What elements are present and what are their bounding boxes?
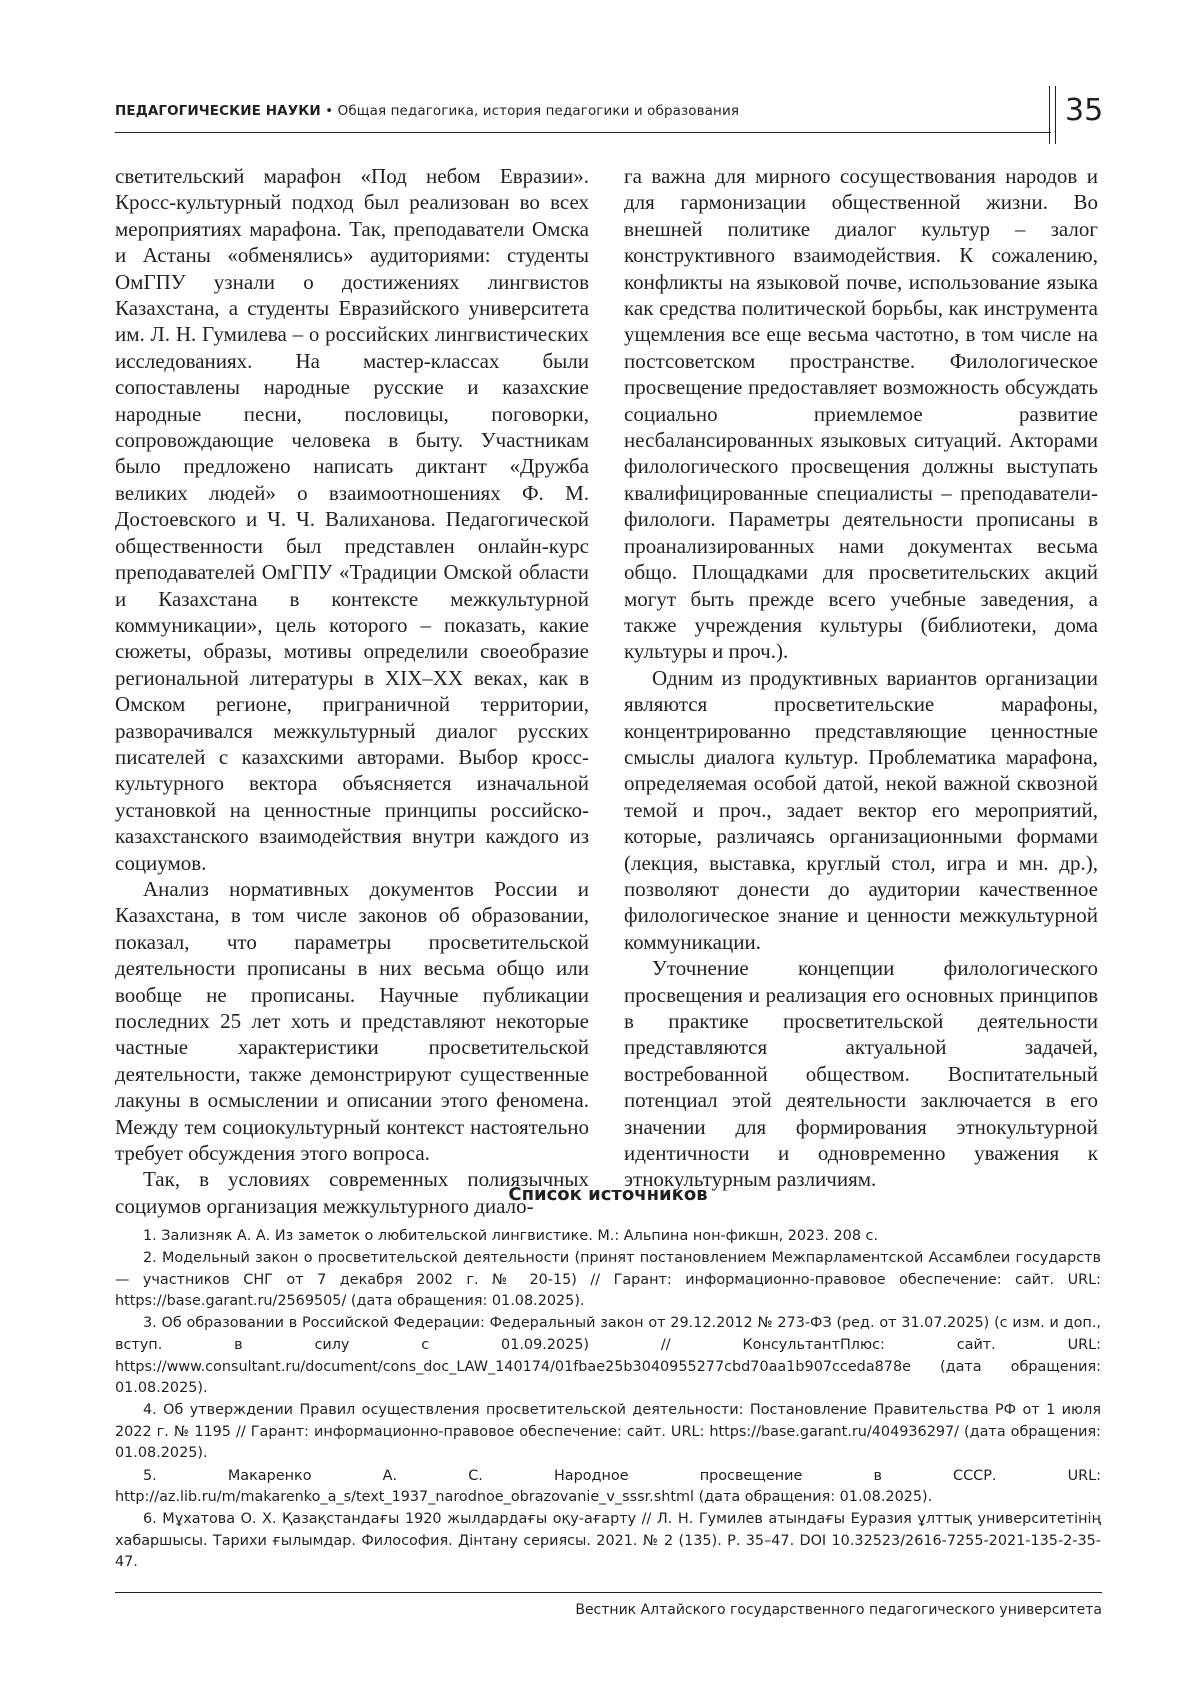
header-separator: • — [320, 103, 338, 119]
running-header — [115, 86, 1102, 144]
header-bar-right — [1055, 86, 1056, 144]
reference-item: 3. Об образовании в Российской Федерации: Федеральный закон от 29.12.2012 № 273-ФЗ (ред. от 31.07.2025) (с изм. и доп., вступ. в силу с 01.09.2025) // КонсультантПлюс: сайт. URL: https://www.consultant.ru/document/cons_doc_LAW_140174/01fbae25b3040955277cbd70aa1b907cceda878e (дата обращения: 01.08.2025). — [115, 1315, 1101, 1397]
header-section: ПЕДАГОГИЧЕСКИЕ НАУКИ — [115, 103, 321, 119]
reference-item: 2. Модельный закон о просветительской деятельности (принят постановлением Межпарламентской Ассамблеи государств — участников СНГ от 7 декабря 2002 г. № 20-15) // Гарант: информационно-правовое обеспечение: сайт. URL: https://base.garant.ru/2569505/ (дата обращения: 01.08.2025). — [115, 1250, 1101, 1310]
header-bar-left — [1049, 86, 1050, 144]
header-subsection: Общая педагогика, история педагогики и образования — [337, 103, 740, 119]
paragraph: Уточнение концепции филологического просвещения и реализация его основных принципов в практике просветительской деятельности представляются актуальной задачей, востребованной обществом. Воспитательный потенциал этой деятельности заключается в его значении для формирования этнокультурной идентичности и одновременно уважения к этнокультурным различиям. — [624, 956, 1098, 1192]
reference-item: 4. Об утверждении Правил осуществления просветительской деятельности: Постановление Правительства РФ от 1 июля 2022 г. № 1195 // Гарант: информационно-правовое обеспечение: сайт. URL: https://base.garant.ru/404936297/ (дата обращения: 01.08.2025). — [115, 1402, 1101, 1462]
reference-item: 6. Мұхатова О. Х. Қазақстандағы 1920 жылдардағы оқу-ағарту // Л. Н. Гумилев атындағы Еуразия ұлттық университетінің хабаршысы. Тарихи ғылымдар. Философия. Дінтану сериясы. 2021. № 2 (135). Р. 35–47. DOI 10.32523/2616-7255-2021-135-2-35-47. — [115, 1511, 1101, 1571]
references-title: Список источников — [508, 1184, 708, 1205]
paragraph: га важна для мирного сосуществования народов и для гармонизации общественной жизни. Во внешней политике диалог культур – залог конструктивного взаимодействия. К сожалению, конфликты на языковой почве, использование языка как средства политической борьбы, как инструмента ущемления все еще весьма частотно, в том числе на постсоветском пространстве. Филологическое просвещение предоставляет возможность обсуждать социально приемлемое развитие несбалансированных языковых ситуаций. Акторами филологического просвещения должны выступать квалифицированные специалисты – преподаватели-филологи. Параметры деятельности прописаны в проанализированных нами документах весьма общо. Площадками для просветительских акций могут быть прежде всего учебные заведения, а также учреждения культуры (библиотеки, дома культуры и проч.). — [624, 164, 1098, 664]
page-number: 35 — [1065, 93, 1104, 128]
header-text — [115, 103, 739, 119]
references-list — [115, 1226, 1101, 1575]
paragraph: Одним из продуктивных вариантов организации являются просветительские марафоны, концентрированно представляющие ценностные смыслы диалога культур. Проблематика марафона, определяемая особой датой, некой важной сквозной темой и проч., задает вектор его мероприятий, которые, различаясь организационными формами (лекция, выставка, круглый стол, игра и мн. др.), позволяют донести до аудитории качественное филологическое знание и ценности межкультурной коммуникации. — [624, 665, 1098, 954]
paragraph: Анализ нормативных документов России и Казахстана, в том числе законов об образовании, показал, что параметры просветительской деятельности прописаны в них весьма общо или вообще не прописаны. Научные публикации последних 25 лет хоть и представляют некоторые частные характеристики просветительской деятельности, также демонстрируют существенные лакуны в осмыслении и описании этого феномена. Между тем социокультурный контекст настоятельно требует обсуждения этого вопроса. — [115, 876, 589, 1166]
left-column — [115, 163, 589, 1219]
footer-rule — [115, 1592, 1102, 1593]
paragraph: светительский марафон «Под небом Евразии». Кросс-культурный подход был реализован во всех мероприятиях марафона. Так, преподаватели Омска и Астаны «обменялись» аудиториями: студенты ОмГПУ узнали о достижениях лингвистов Казахстана, а студенты Евразийского университета им. Л. Н. Гумилева – о российских лингвистических исследованиях. На мастер-классах были сопоставлены народные русские и казахские народные песни, пословицы, поговорки, сопровождающие человека в быту. Участникам было предложено написать диктант «Дружба великих людей» о взаимоотношениях Ф. М. Достоевского и Ч. Ч. Валиханова. Педагогической общественности был представлен онлайн-курс преподавателей ОмГПУ «Традиции Омской области и Казахстана в контексте межкультурной коммуникации», цель которого – показать, какие сюжеты, образы, мотивы определили своеобразие региональной литературы в XIX–XX веках, как в Омском регионе, приграничной территории, разворачивался межкультурный диалог русских писателей с казахскими авторами. Выбор кросс-культурного вектора объясняется изначальной установкой на ценностные принципы российско-казахстанского взаимодействия внутри каждого из социумов. — [115, 164, 589, 875]
right-column — [624, 163, 1098, 1193]
reference-item: 5. Макаренко А. С. Народное просвещение в СССР. URL: http://az.lib.ru/m/makarenko_a_s/text_1937_narodnoe_obrazovanie_v_sssr.shtml (дата обращения: 01.08.2025). — [115, 1467, 1101, 1506]
journal-title: Вестник Алтайского государственного педагогического университета — [575, 1602, 1102, 1618]
header-rule — [115, 132, 1051, 133]
reference-item: 1. Зализняк А. А. Из заметок о любительской лингвистике. М.: Альпина нон-фикшн, 2023. 208 с. — [143, 1228, 879, 1244]
paragraph: Так, в условиях современных полиязычных социумов организация межкультурного диало- — [115, 1167, 589, 1218]
